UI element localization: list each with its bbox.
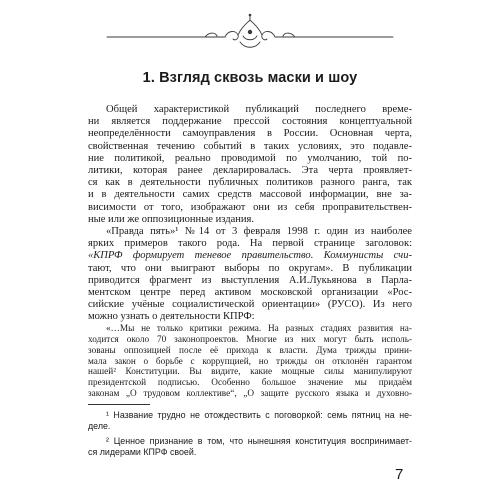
- text-line: ярких примеров такого рода. На первой странице заголовок:: [88, 238, 412, 250]
- text-line: ни является поддержание прессой состояния концептуальной: [88, 116, 412, 128]
- footnote-divider: [88, 404, 150, 405]
- quote-line: мала закон о борьбе с коррупцией, но трижды он отклонён гарантом: [88, 356, 412, 367]
- text-line: приводится фрагмент из выступления А.И.Лукьянова в Парла-: [88, 274, 412, 286]
- paragraph-2: [88, 226, 412, 324]
- text-line: ся как в деятельности публичных политиков разного ранга, так: [88, 177, 412, 189]
- quote-line: президентской подписью. Особенно большое значение мы придаём: [88, 378, 412, 389]
- body-text: [88, 104, 412, 400]
- text-line: литики, которая ранее декларировалась. Эта черта проявляет-: [88, 165, 412, 177]
- decorative-header-ornament: [105, 8, 395, 58]
- text-line: ние политикой, реально проводимой по умолчанию, той по-: [88, 152, 412, 164]
- text-line: можно узнать о деятельности КПРФ:: [88, 311, 255, 323]
- footnote-line: ¹ Название трудно не отождествить с поговоркой: семь пятниц на не-: [106, 410, 412, 420]
- footnote-1: [88, 410, 412, 432]
- text-line: Общей характеристикой публикаций последнего време-: [106, 104, 412, 115]
- text-line: свойственная течению событий в таких условиях, это подавле-: [88, 140, 412, 152]
- quote-line: нашей² Конституции. Вы видите, какие мощные силы манипулируют: [88, 367, 412, 378]
- footnote-2: [88, 436, 412, 458]
- quote-line: «…Мы не только критики режима. На разных стадиях развития на-: [106, 323, 412, 334]
- quote-line: зованы оппозицией после её прихода к власти. Дума трижды прини-: [88, 345, 412, 356]
- text-line: висимости от того, изображают они из себя проправительствен-: [88, 201, 412, 213]
- footnote-line: деле.: [88, 421, 111, 431]
- text-line: сийские учёные социалистической ориентации» (РУСО). Из него: [88, 299, 412, 311]
- text-line: ментском центре перед активом московской организации «Рос-: [88, 287, 412, 299]
- text-line: и в деятельности самих средств массовой информации, вне за-: [88, 189, 412, 201]
- text-line: «КПРФ формирует теневое правительство. Коммунисты счи-: [88, 250, 412, 262]
- footnote-line: ся лидерами КПРФ своей.: [88, 447, 197, 457]
- paragraph-1: [88, 104, 412, 226]
- section-heading: 1. Взгляд сквозь маски и шоу: [142, 70, 358, 86]
- quote-line: ходится около 70 законопроектов. Многие из них могут быть исполь-: [88, 334, 412, 345]
- text-line: «Правда пять»¹ №14 от 3 февраля 1998 г. один из наиболее: [106, 226, 412, 238]
- footnote-line: ² Ценное признание в том, что нынешняя конституция воспринимает-: [106, 436, 412, 446]
- page-number: 7: [395, 466, 404, 483]
- text-line: неопределённости самоуправления в России. Основная черта,: [88, 128, 412, 140]
- quote-line: законам „О трудовом коллективе“, „О защите русского языка и духовно-: [88, 389, 412, 400]
- text-line: ные или же оппозиционные издания.: [88, 213, 255, 225]
- quote-block: [88, 324, 412, 401]
- text-line: тают, что они выиграют выборы по округам». В публикации: [88, 262, 412, 274]
- ornament-flourish-icon: [105, 8, 395, 58]
